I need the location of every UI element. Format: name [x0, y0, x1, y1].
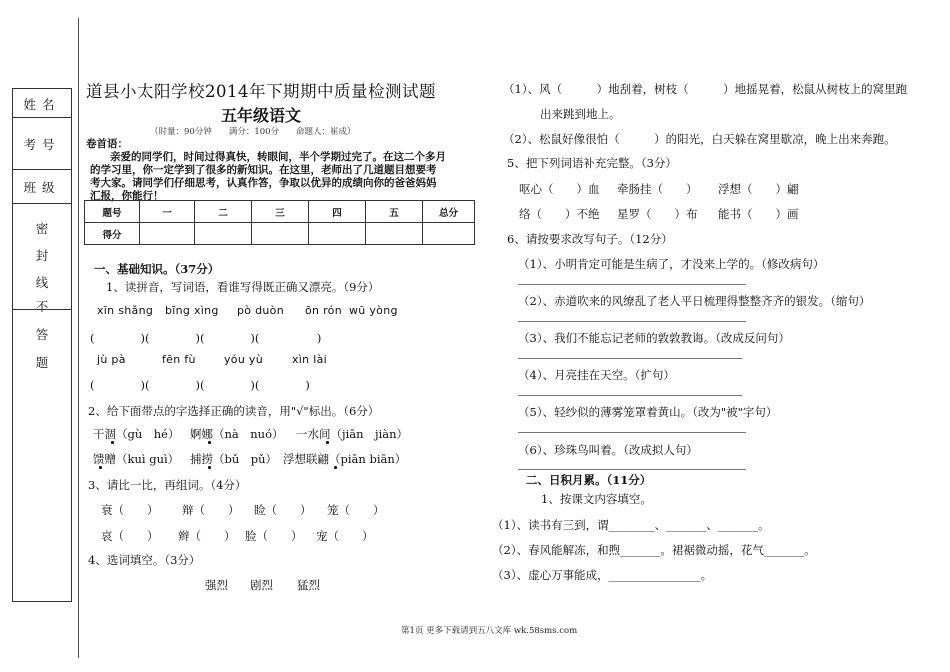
q4-prompt: 4、选词填空。（3分）	[88, 553, 201, 567]
emphasis-dot	[208, 466, 211, 469]
q6-item-4: （4）、月亮挂在天空。（扩句）	[518, 368, 675, 382]
pinyin-2-3: yóu yù	[224, 353, 263, 366]
q2-row1-item1[interactable]: 干涸（gù hé）	[93, 427, 180, 441]
score-cell[interactable]	[423, 223, 475, 245]
q6-item-5: （5）、轻纱似的薄雾笼罩着黄山。（改为"被"字句）	[518, 405, 778, 419]
score-header-cell: 三	[252, 201, 309, 223]
seal-char-2: 封	[35, 248, 49, 263]
q3-row1-item2[interactable]: 辩（ ）	[182, 503, 240, 517]
q5-row2-item3[interactable]: 能书（ ）画	[718, 207, 799, 221]
score-header-cell: 总分	[423, 201, 475, 223]
emphasis-dot	[99, 466, 102, 469]
q4-sentence-1a[interactable]: （1）、风（ ）地刮着，树枝（ ）地摇晃着，松鼠从树枝上的窝里跑	[503, 82, 908, 96]
pinyin-1-2: bīng xìng	[165, 304, 219, 317]
score-header-cell: 四	[309, 201, 366, 223]
preface-line-2: 的学习里，你一定学到了很多的新知识。在这里，老师出了几道题目想要考	[90, 164, 437, 176]
q2-row2-item1[interactable]: 馈赠（kuì guì）	[93, 452, 180, 466]
pinyin-1-4: ōn rón	[305, 304, 342, 317]
section2-item-2[interactable]: （2）、春风能解冻，和煦_______。裙裾微动摇，花气_______。	[492, 543, 816, 557]
score-table-score-row	[85, 223, 475, 245]
score-cell[interactable]	[309, 223, 366, 245]
seal-char-3: 线	[35, 275, 49, 290]
q5-prompt: 5、把下列词语补充完整。（3分）	[507, 156, 677, 170]
score-row-label: 得分	[85, 223, 140, 245]
name-cell	[13, 89, 71, 118]
q2-row1-item3[interactable]: 一水间（jiān jiàn）	[296, 427, 409, 441]
q5-row1-item1[interactable]: 呕心（ ）血	[519, 182, 600, 196]
q3-row2-item2[interactable]: 辫（ ）	[178, 529, 236, 543]
answer-blanks-2[interactable]: ( )( )( )( )	[90, 378, 310, 392]
q3-row2-item3[interactable]: 脸（ ）	[245, 529, 303, 543]
seal-char-6: 题	[35, 355, 49, 370]
q6-item-6: （6）、珍珠鸟叫着。（改成拟人句）	[518, 443, 698, 457]
score-header-cell: 五	[366, 201, 423, 223]
pinyin-2-1: jù pà	[97, 353, 126, 366]
q2-row2-item2[interactable]: 捕捞（bǔ pǔ）	[190, 452, 278, 466]
q1-prompt: 1、读拼音，写词语，看谁写得既正确又漂亮。（9分）	[106, 280, 380, 294]
q2-prompt: 2、给下面带点的字选择正确的读音，用"√"标出。（6分）	[88, 404, 380, 418]
emphasis-dot	[208, 441, 211, 444]
pinyin-1-1: xīn shǎng	[97, 304, 154, 317]
q3-row1-item1[interactable]: 衰（ ）	[101, 503, 159, 517]
q6-item-2: （2）、赤道吹来的风缭乱了老人平日梳理得整整齐齐的银发。（缩句）	[518, 294, 871, 308]
exam-no-cell	[13, 117, 71, 170]
preface-line-4: 汇报，你能行！	[90, 190, 164, 202]
q5-row2-item2[interactable]: 星罗（ ）布	[617, 207, 698, 221]
q5-row2-item1[interactable]: 络（ ）不绝	[519, 207, 600, 221]
score-cell[interactable]	[140, 223, 195, 245]
subject-title: 五年级语文	[221, 106, 302, 125]
answer-line[interactable]	[518, 395, 742, 396]
q4-word-2: 剧烈	[250, 578, 273, 592]
page-footer: 第1页 更多下载请到五八文库 wk.58sms.com	[401, 626, 578, 636]
seal-char-1: 密	[35, 221, 49, 236]
seal-upper-cell	[13, 203, 71, 314]
score-table	[84, 200, 475, 245]
answer-line[interactable]	[518, 469, 746, 470]
pinyin-1-5: wū yòng	[349, 304, 398, 317]
binding-line	[78, 18, 79, 658]
pinyin-1-3: pò duòn	[237, 304, 284, 317]
answer-line[interactable]	[518, 432, 746, 433]
section2-title: 二、日积月累。（11分）	[526, 473, 652, 487]
preface-title: 卷首语：	[86, 138, 128, 150]
class-label: 班级	[23, 180, 61, 195]
emphasis-dot	[326, 441, 329, 444]
class-cell	[13, 169, 71, 204]
answer-line[interactable]	[518, 321, 746, 322]
score-cell[interactable]	[366, 223, 423, 245]
score-header-cell: 一	[140, 201, 195, 223]
answer-line[interactable]	[518, 358, 742, 359]
section2-item-1[interactable]: （1）、读书有三到，谓________、_______、_______。	[492, 518, 770, 532]
section1-title: 一、基础知识。（37分）	[94, 262, 220, 276]
q4-sentence-2[interactable]: （2）、松鼠好像很怕（ ）的阳光，白天躲在窝里歇凉，晚上出来奔跑。	[503, 132, 896, 146]
q4-word-1: 强烈	[205, 578, 228, 592]
section2-prompt: 1、按课文内容填空。	[541, 492, 652, 506]
q3-row1-item3[interactable]: 睑（ ）	[254, 503, 312, 517]
score-cell[interactable]	[252, 223, 309, 245]
q2-row1-item2[interactable]: 婀娜（nà nuó）	[190, 427, 284, 441]
q5-row1-item2[interactable]: 牵肠挂（ ）	[617, 182, 698, 196]
q2-row2-item3[interactable]: 浮想联翩（piān biān）	[283, 452, 407, 466]
q6-item-1: （1）、小明肯定可能是生病了，才没来上学的。（修改病句）	[518, 257, 825, 271]
preface-line-1: 亲爱的同学们，时间过得真快，转眼间，半个学期过完了。在这二个多月	[110, 151, 446, 163]
preface-line-3: 考大家。请同学们仔细思考，认真作答，争取以优异的成绩向你的爸爸妈妈	[90, 177, 437, 189]
q6-prompt: 6、请按要求改写句子。（12分）	[507, 232, 673, 246]
student-info-sidebar	[12, 88, 72, 602]
q4-sentence-1b: 出来跳到地上。	[540, 107, 621, 121]
q4-word-3: 猛烈	[297, 578, 320, 592]
exam-no-label: 考号	[23, 137, 61, 152]
exam-title: 道县小太阳学校2014年下期期中质量检测试题	[86, 82, 436, 101]
seal-char-5: 答	[35, 327, 49, 342]
pinyin-2-4: xìn lài	[292, 353, 327, 366]
emphasis-dot	[111, 441, 114, 444]
score-header-cell: 二	[195, 201, 252, 223]
answer-blanks-1[interactable]: ( )( )( )( )	[90, 331, 322, 345]
q3-row2-item1[interactable]: 哀（ ）	[101, 529, 159, 543]
section2-item-3[interactable]: （3）、虚心万事能成，________________。	[492, 568, 713, 582]
pinyin-2-2: fēn fù	[162, 353, 196, 366]
q3-row1-item4[interactable]: 笼（ ）	[327, 503, 385, 517]
score-table-header-row	[85, 201, 475, 223]
name-label: 姓名	[23, 97, 61, 112]
q6-item-3: （3）、我们不能忘记老师的敦敦教诲。（改成反问句）	[518, 331, 790, 345]
q3-prompt: 3、请比一比，再组词。（4分）	[88, 478, 247, 492]
exam-meta: （时量：90分钟 满分：100分 命题人：崔成）	[150, 127, 356, 137]
seal-char-4: 不	[35, 299, 49, 314]
score-cell[interactable]	[195, 223, 252, 245]
answer-line[interactable]	[518, 284, 746, 285]
q5-row1-item3[interactable]: 浮想（ ）翩	[718, 182, 799, 196]
emphasis-dot	[334, 466, 337, 469]
q3-row2-item4[interactable]: 宠（ ）	[316, 529, 374, 543]
score-header-cell: 题号	[85, 201, 140, 223]
